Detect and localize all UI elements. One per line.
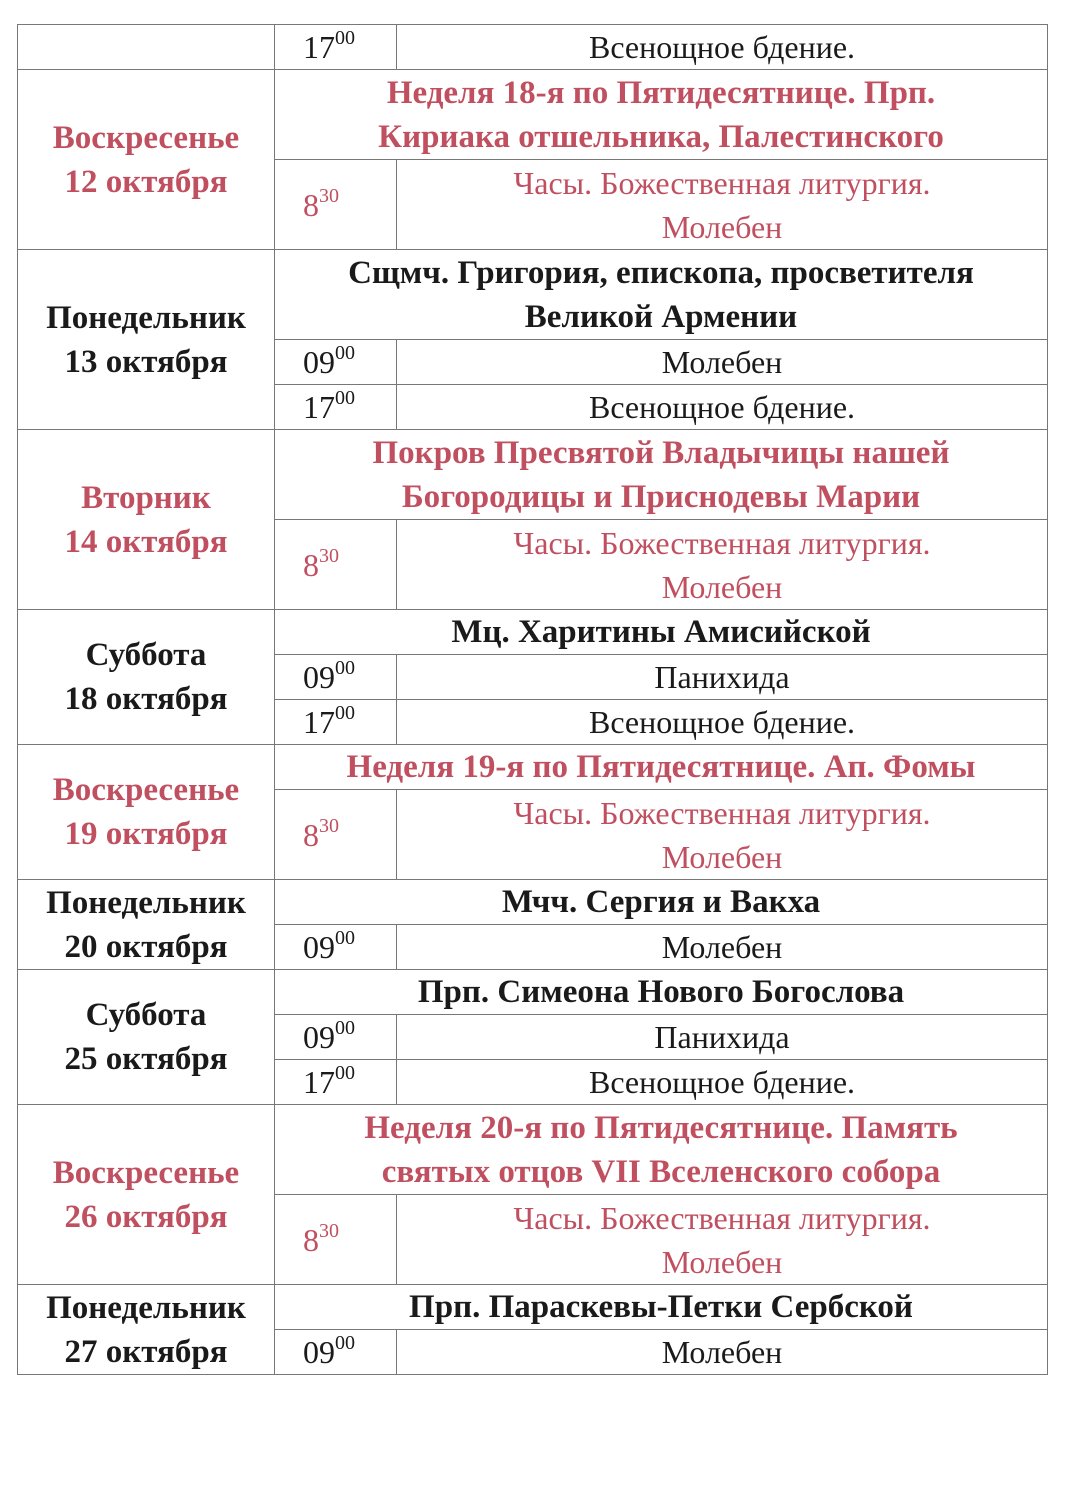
date: 14 октября — [64, 523, 228, 560]
schedule-table — [17, 24, 1048, 1375]
time-cell: $09^{00}$ — [275, 655, 397, 700]
time-cell: $09^{00}$ — [275, 1015, 397, 1060]
feast-cell: Прп. Параскевы-Петки Сербской — [275, 1285, 1048, 1330]
service-cell: Молебен — [397, 340, 1048, 385]
service-cell: Молебен — [397, 925, 1048, 970]
schedule-row — [18, 745, 1048, 790]
weekday: Понедельник — [46, 299, 246, 336]
weekday: Суббота — [85, 997, 207, 1033]
service-cell: Панихида — [397, 655, 1048, 700]
date: 19 октября — [64, 816, 228, 852]
day-cell — [18, 25, 275, 70]
day-cell — [18, 970, 275, 1105]
schedule-row — [18, 1285, 1048, 1330]
time-cell: $09^{00}$ — [275, 1330, 397, 1375]
service-cell: Всенощное бдение. — [397, 385, 1048, 430]
day-cell — [18, 430, 275, 610]
date: 12 октября — [64, 163, 228, 200]
feast-cell: Мчч. Сергия и Вакха — [275, 880, 1048, 925]
time-cell: $8^{30}$ — [275, 790, 397, 880]
service-cell: Всенощное бдение. — [397, 25, 1048, 70]
schedule-row — [18, 610, 1048, 655]
date: 13 октября — [64, 343, 228, 380]
service-cell: Всенощное бдение. — [397, 1060, 1048, 1105]
feast-cell: Сщмч. Григория, епископа, просветителя Великой Армении — [275, 250, 1048, 340]
service-cell: Молебен — [397, 1330, 1048, 1375]
feast-cell: Покров Пресвятой Владычицы нашей Богородицы и Приснодевы Марии — [275, 430, 1048, 520]
time-cell: $8^{30}$ — [275, 1195, 397, 1285]
schedule-row — [18, 70, 1048, 160]
weekday: Воскресенье — [52, 1154, 240, 1191]
day-cell — [18, 745, 275, 880]
schedule-row — [18, 430, 1048, 520]
day-cell — [18, 1105, 275, 1285]
feast-cell: Неделя 19-я по Пятидесятнице. Ап. Фомы — [275, 745, 1048, 790]
day-cell — [18, 1285, 275, 1375]
schedule-row — [18, 25, 1048, 70]
date: 26 октября — [64, 1198, 228, 1235]
feast-cell: Неделя 18-я по Пятидесятнице. Прп. Кириака отшельника, Палестинского — [275, 70, 1048, 160]
service-cell: Всенощное бдение. — [397, 700, 1048, 745]
day-cell — [18, 880, 275, 970]
service-cell: Часы. Божественная литургия. Молебен — [397, 790, 1048, 880]
time-cell: $17^{00}$ — [275, 700, 397, 745]
schedule-row — [18, 1105, 1048, 1195]
weekday: Вторник — [81, 479, 211, 516]
weekday: Понедельник — [46, 884, 246, 921]
time-cell: $8^{30}$ — [275, 520, 397, 610]
weekday: Понедельник — [46, 1289, 246, 1326]
feast-cell: Мц. Харитины Амисийской — [275, 610, 1048, 655]
day-cell — [18, 610, 275, 745]
day-cell — [18, 250, 275, 430]
schedule-row — [18, 970, 1048, 1015]
weekday: Воскресенье — [52, 119, 240, 156]
feast-cell: Неделя 20-я по Пятидесятнице. Память святых отцов VII Вселенского собора — [275, 1105, 1048, 1195]
time-cell: $09^{00}$ — [275, 340, 397, 385]
service-cell: Панихида — [397, 1015, 1048, 1060]
service-cell: Часы. Божественная литургия. Молебен — [397, 160, 1048, 250]
time-cell: $17^{00}$ — [275, 25, 397, 70]
date: 25 октября — [64, 1041, 228, 1077]
weekday: Суббота — [85, 637, 207, 673]
date: 20 октября — [64, 928, 228, 965]
date: 27 октября — [64, 1333, 228, 1370]
time-cell: $09^{00}$ — [275, 925, 397, 970]
feast-cell: Прп. Симеона Нового Богослова — [275, 970, 1048, 1015]
date: 18 октября — [64, 681, 228, 717]
weekday: Воскресенье — [52, 772, 240, 808]
service-cell: Часы. Божественная литургия. Молебен — [397, 520, 1048, 610]
time-cell: $17^{00}$ — [275, 1060, 397, 1105]
time-cell: $17^{00}$ — [275, 385, 397, 430]
schedule-row — [18, 880, 1048, 925]
time-cell: $8^{30}$ — [275, 160, 397, 250]
day-cell — [18, 70, 275, 250]
service-cell: Часы. Божественная литургия. Молебен — [397, 1195, 1048, 1285]
schedule-row — [18, 250, 1048, 340]
